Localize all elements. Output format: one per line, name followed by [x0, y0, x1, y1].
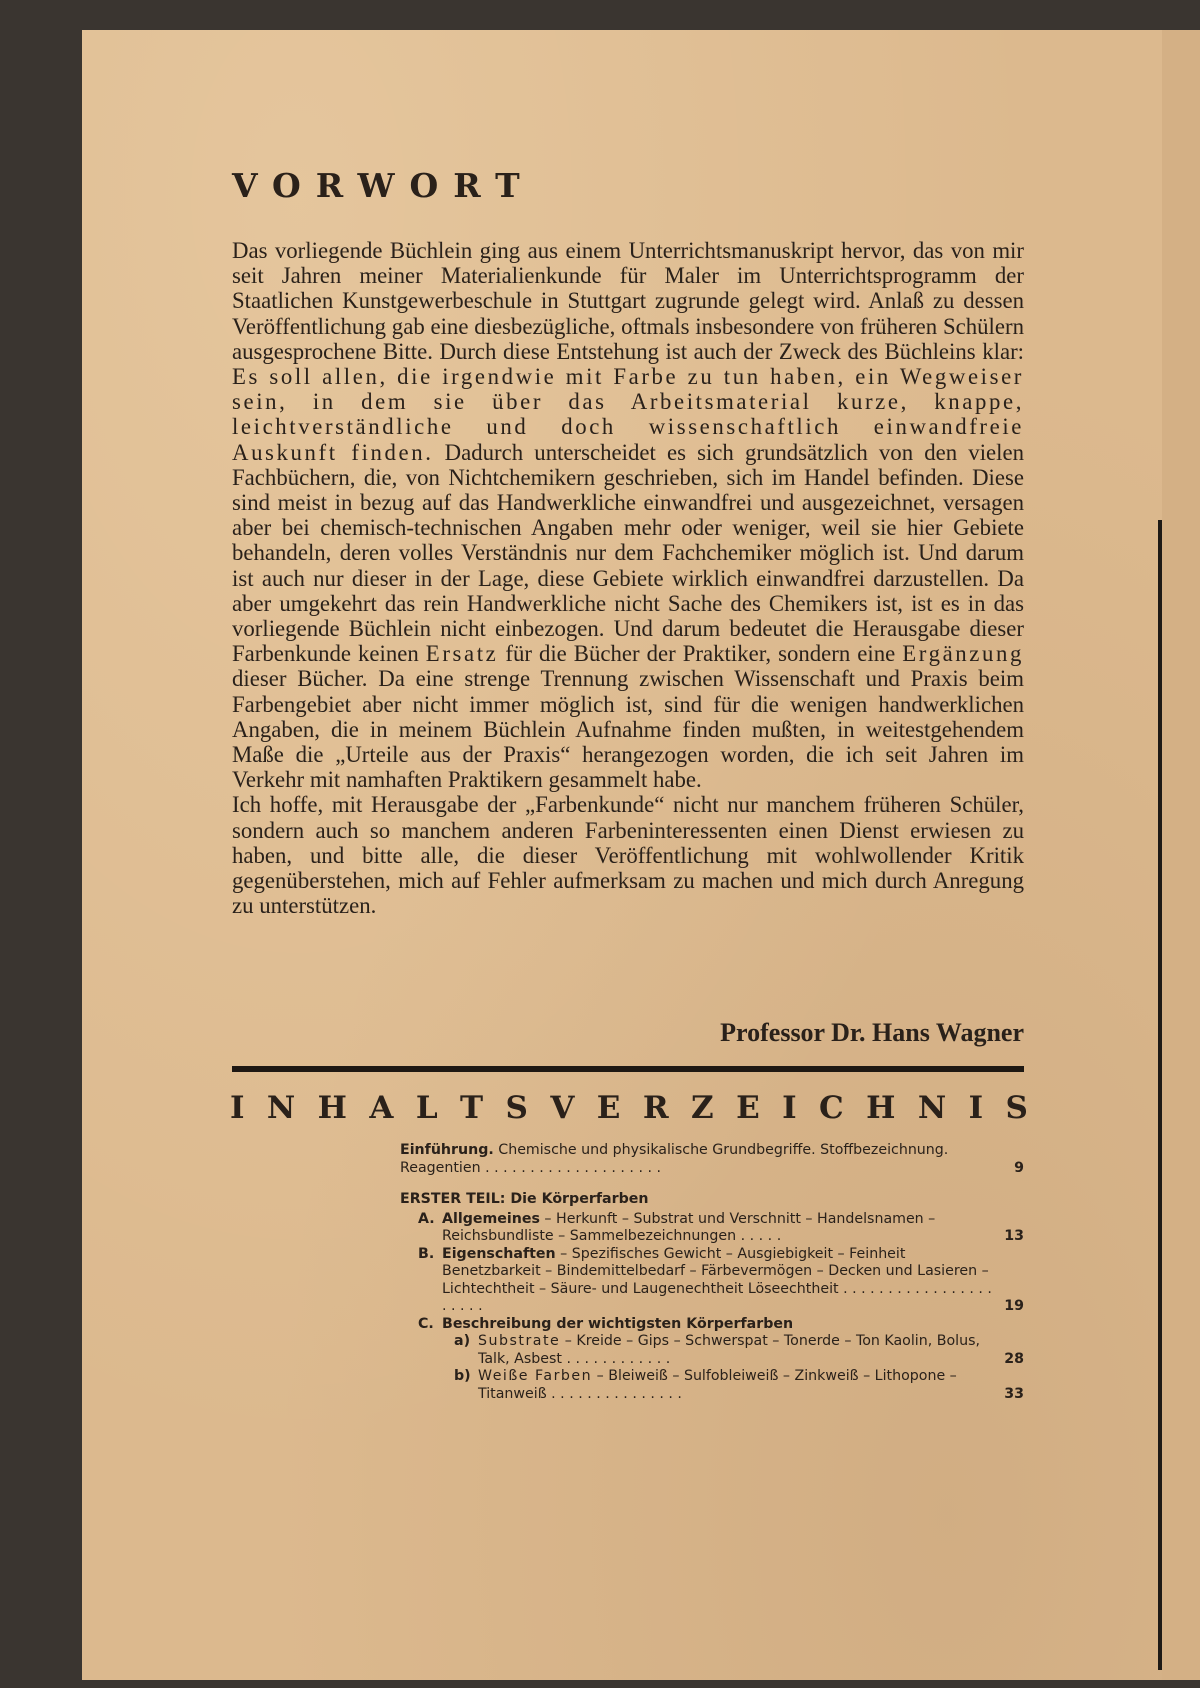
toc-entry-label: A. — [418, 1210, 435, 1227]
toc-heading-letter: C — [819, 1090, 844, 1126]
toc-heading-letter: N — [917, 1090, 947, 1126]
toc-entry-label: b) — [454, 1368, 471, 1384]
paragraph-segment: Dadurch unterscheidet es sich grundsätzlich von den vielen Fachbüchern, die, von Nichtchemikern geschrieben, sich im Handel befinden. Diese sind meist in bezug auf das Handwerkliche einwandfrei und ausgezeichnet, versagen aber bei chemisch-technischen Angaben mehr oder weniger, weil sie hier Gebiete behandeln, deren volles Verständnis nur dem Fachchemiker möglich ist. Und darum ist auch nur dieser in der Lage, diese Gebiete wirklich einwandfrei darzustellen. Da aber umgekehrt das rein Handwerkliche nicht Sache des Chemikers ist, ist es in das vorliegende Büchlein nicht einbezogen. Und darum bedeutet die Herausgabe dieser Farbenkunde keinen — [232, 439, 1024, 667]
paragraph-segment: dieser Bücher. Da eine strenge Trennung zwischen Wissenschaft und Praxis beim Farbengebiet aber nicht immer möglich ist, sind für die wenigen handwerklichen Angaben, die in meinem Büchlein Aufnahme finden mußten, in weitestgehendem Maße die „Urteile aus der Praxis“ herangezogen worden, die ich seit Jahren im Verkehr mit namhaften Praktikern gesammelt habe. — [232, 666, 1024, 793]
vorwort-paragraph-2 — [232, 792, 1024, 918]
toc-heading-letter: S — [1005, 1090, 1028, 1126]
toc-entry-label: a) — [454, 1333, 471, 1349]
toc-entry-text: – Kreide – Gips – Schwerspat – Tonerde – Ton Kaolin, Bolus, Talk, Asbest — [478, 1333, 981, 1367]
toc-entry-text: Chemische und physikalische Grundbegriffe. Stoffbezeichnung. Reagentien — [400, 1142, 949, 1176]
toc-entry-weisse-farben[interactable]: b) Weiße Farben – Bleiweiß – Sulfobleiweiß – Zinkweiß – Lithopone – Titanweiß . . . . . . . . . . . . . . . 33 — [454, 1368, 1024, 1402]
page-fold-shadow — [1158, 520, 1162, 1670]
paragraph-segment: für die Bücher der Praktiker, sondern eine — [498, 641, 903, 667]
vorwort-paragraph-1 — [232, 238, 1024, 792]
toc-entry-head: Eigenschaften — [442, 1245, 556, 1262]
toc-entry-head: Allgemeines — [442, 1210, 540, 1227]
vorwort-heading: VORWORT — [232, 166, 535, 205]
toc-entry-substrate[interactable]: a) Substrate – Kreide – Gips – Schwerspat – Tonerde – Ton Kaolin, Bolus, Talk, Asbest . . . . . . . . . . . . 28 — [454, 1333, 1024, 1367]
toc-entry-head: Einführung. — [400, 1142, 494, 1158]
toc-entry-label: B. — [418, 1245, 435, 1262]
toc-entry-beschreibung[interactable] — [400, 1316, 1024, 1334]
toc-heading-letter: I — [968, 1090, 984, 1126]
toc-entry-label: C. — [418, 1315, 434, 1332]
toc-heading — [230, 1090, 1028, 1126]
toc-entry-head: Weiße Farben — [478, 1368, 593, 1384]
toc-heading-letter: Z — [691, 1090, 714, 1126]
toc-heading-letter: H — [866, 1090, 896, 1126]
author-signature: Professor Dr. Hans Wagner — [720, 1018, 1024, 1047]
toc-heading-letter: L — [415, 1090, 438, 1126]
toc-page-number: 9 — [1014, 1159, 1024, 1176]
toc-page-number: 33 — [1004, 1385, 1024, 1402]
toc-heading-letter: H — [317, 1090, 347, 1126]
toc-heading-letter: I — [782, 1090, 797, 1126]
toc-heading-letter: V — [550, 1090, 575, 1126]
paragraph-segment: Das vorliegende Büchlein ging aus einem Unterrichtsmanuskript hervor, das von mir seit Jahren meiner Materialienkunde für Maler im Unterrichtsprogramm der Staatlichen Kunstgewerbeschule in Stuttgart zugrunde gelegt wird. Anlaß zu dessen Veröffentlichung gab eine diesbezügliche, oftmals insbesondere von früheren Schülern ausgesprochene Bitte. Durch diese Entstehung ist auch der Zweck des Büchleins klar: — [232, 238, 1024, 364]
toc-entry-einfuehrung[interactable]: Einführung. Chemische und physikalische Grundbegriffe. Stoffbezeichnung. Reagentien . . . . . . . . . . . . . . . . . . . . 9 — [400, 1142, 1024, 1176]
toc-entry-head: Substrate — [478, 1333, 561, 1349]
toc-part-heading[interactable]: ERSTER TEIL: Die Körperfarben — [400, 1191, 649, 1207]
toc-entry-text: – Spezifisches Gewicht – Ausgiebigkeit – Feinheit Benetzbarkeit – Bindemittelbedarf – Färbevermögen – Decken und Lasieren – Lichtechtheit – Säure- und Laugenechtheit Löseechtheit — [442, 1245, 989, 1297]
table-of-contents — [400, 1142, 1024, 1403]
section-divider — [232, 1066, 1024, 1072]
toc-heading-letter: S — [505, 1090, 528, 1126]
toc-page-number: 19 — [1004, 1298, 1024, 1314]
paragraph-segment: Ich hoffe, mit Herausgabe der „Farbenkunde“ nicht nur manchem früheren Schüler, sondern auch so manchem anderen Farbeninteressenten einen Dienst erwiesen zu haben, und bitte alle, die dieser Veröffentlichung mit wohlwollender Kritik gegenüberstehen, mich auf Fehler aufmerksam zu machen und mich durch Anregung zu unterstützen. — [232, 792, 1024, 919]
toc-entry-allgemeines[interactable]: A. Allgemeines – Herkunft – Substrat und Verschnitt – Handelsnamen – Reichsbundliste – Sammelbezeichnungen . . . . . 13 — [418, 1210, 1024, 1244]
vorwort-body — [232, 238, 1024, 918]
toc-page-number: 28 — [1004, 1350, 1024, 1367]
toc-heading-letter: E — [596, 1090, 621, 1126]
toc-page-number: 13 — [1004, 1228, 1024, 1244]
toc-heading-letter: N — [266, 1090, 296, 1126]
toc-heading-letter: A — [369, 1090, 394, 1126]
toc-entry-head: Beschreibung der wichtigsten Körperfarben — [442, 1315, 794, 1332]
paragraph-segment-spaced: Es soll allen, die irgendwie mit Farbe zu tun haben, ein Wegweiser sein, in dem sie über das Arbeitsmaterial kurze, knappe, leichtverständliche und doch wissenschaftlich einwandfreie Auskunft finden. — [232, 364, 1024, 465]
toc-entry-text: – Bleiweiß – Sulfobleiweiß – Zinkweiß – Lithopone – Titanweiß — [478, 1368, 957, 1402]
paragraph-segment-spaced: Ersatz — [425, 641, 499, 667]
toc-heading-letter: R — [642, 1090, 669, 1126]
adjacent-page-edge — [1160, 30, 1200, 1680]
toc-entry-text: – Herkunft – Substrat und Verschnitt – Handelsnamen – Reichsbundliste – Sammelbezeichnungen — [442, 1210, 936, 1244]
toc-heading-text — [230, 1090, 1028, 1126]
toc-heading-letter: E — [736, 1090, 760, 1126]
toc-entry-eigenschaften[interactable]: B. Eigenschaften – Spezifisches Gewicht – Ausgiebigkeit – Feinheit Benetzbarkeit – Bindemittelbedarf – Färbevermögen – Decken und Lasieren – Lichtechtheit – Säure- und Laugenechtheit Löseechtheit . . . . . . . . . . . . . . . . . . . . . . 19 — [418, 1245, 1024, 1314]
toc-heading-letter: I — [230, 1090, 245, 1126]
toc-heading-letter: T — [460, 1090, 484, 1126]
paragraph-segment-spaced: Ergänzung — [902, 641, 1024, 667]
